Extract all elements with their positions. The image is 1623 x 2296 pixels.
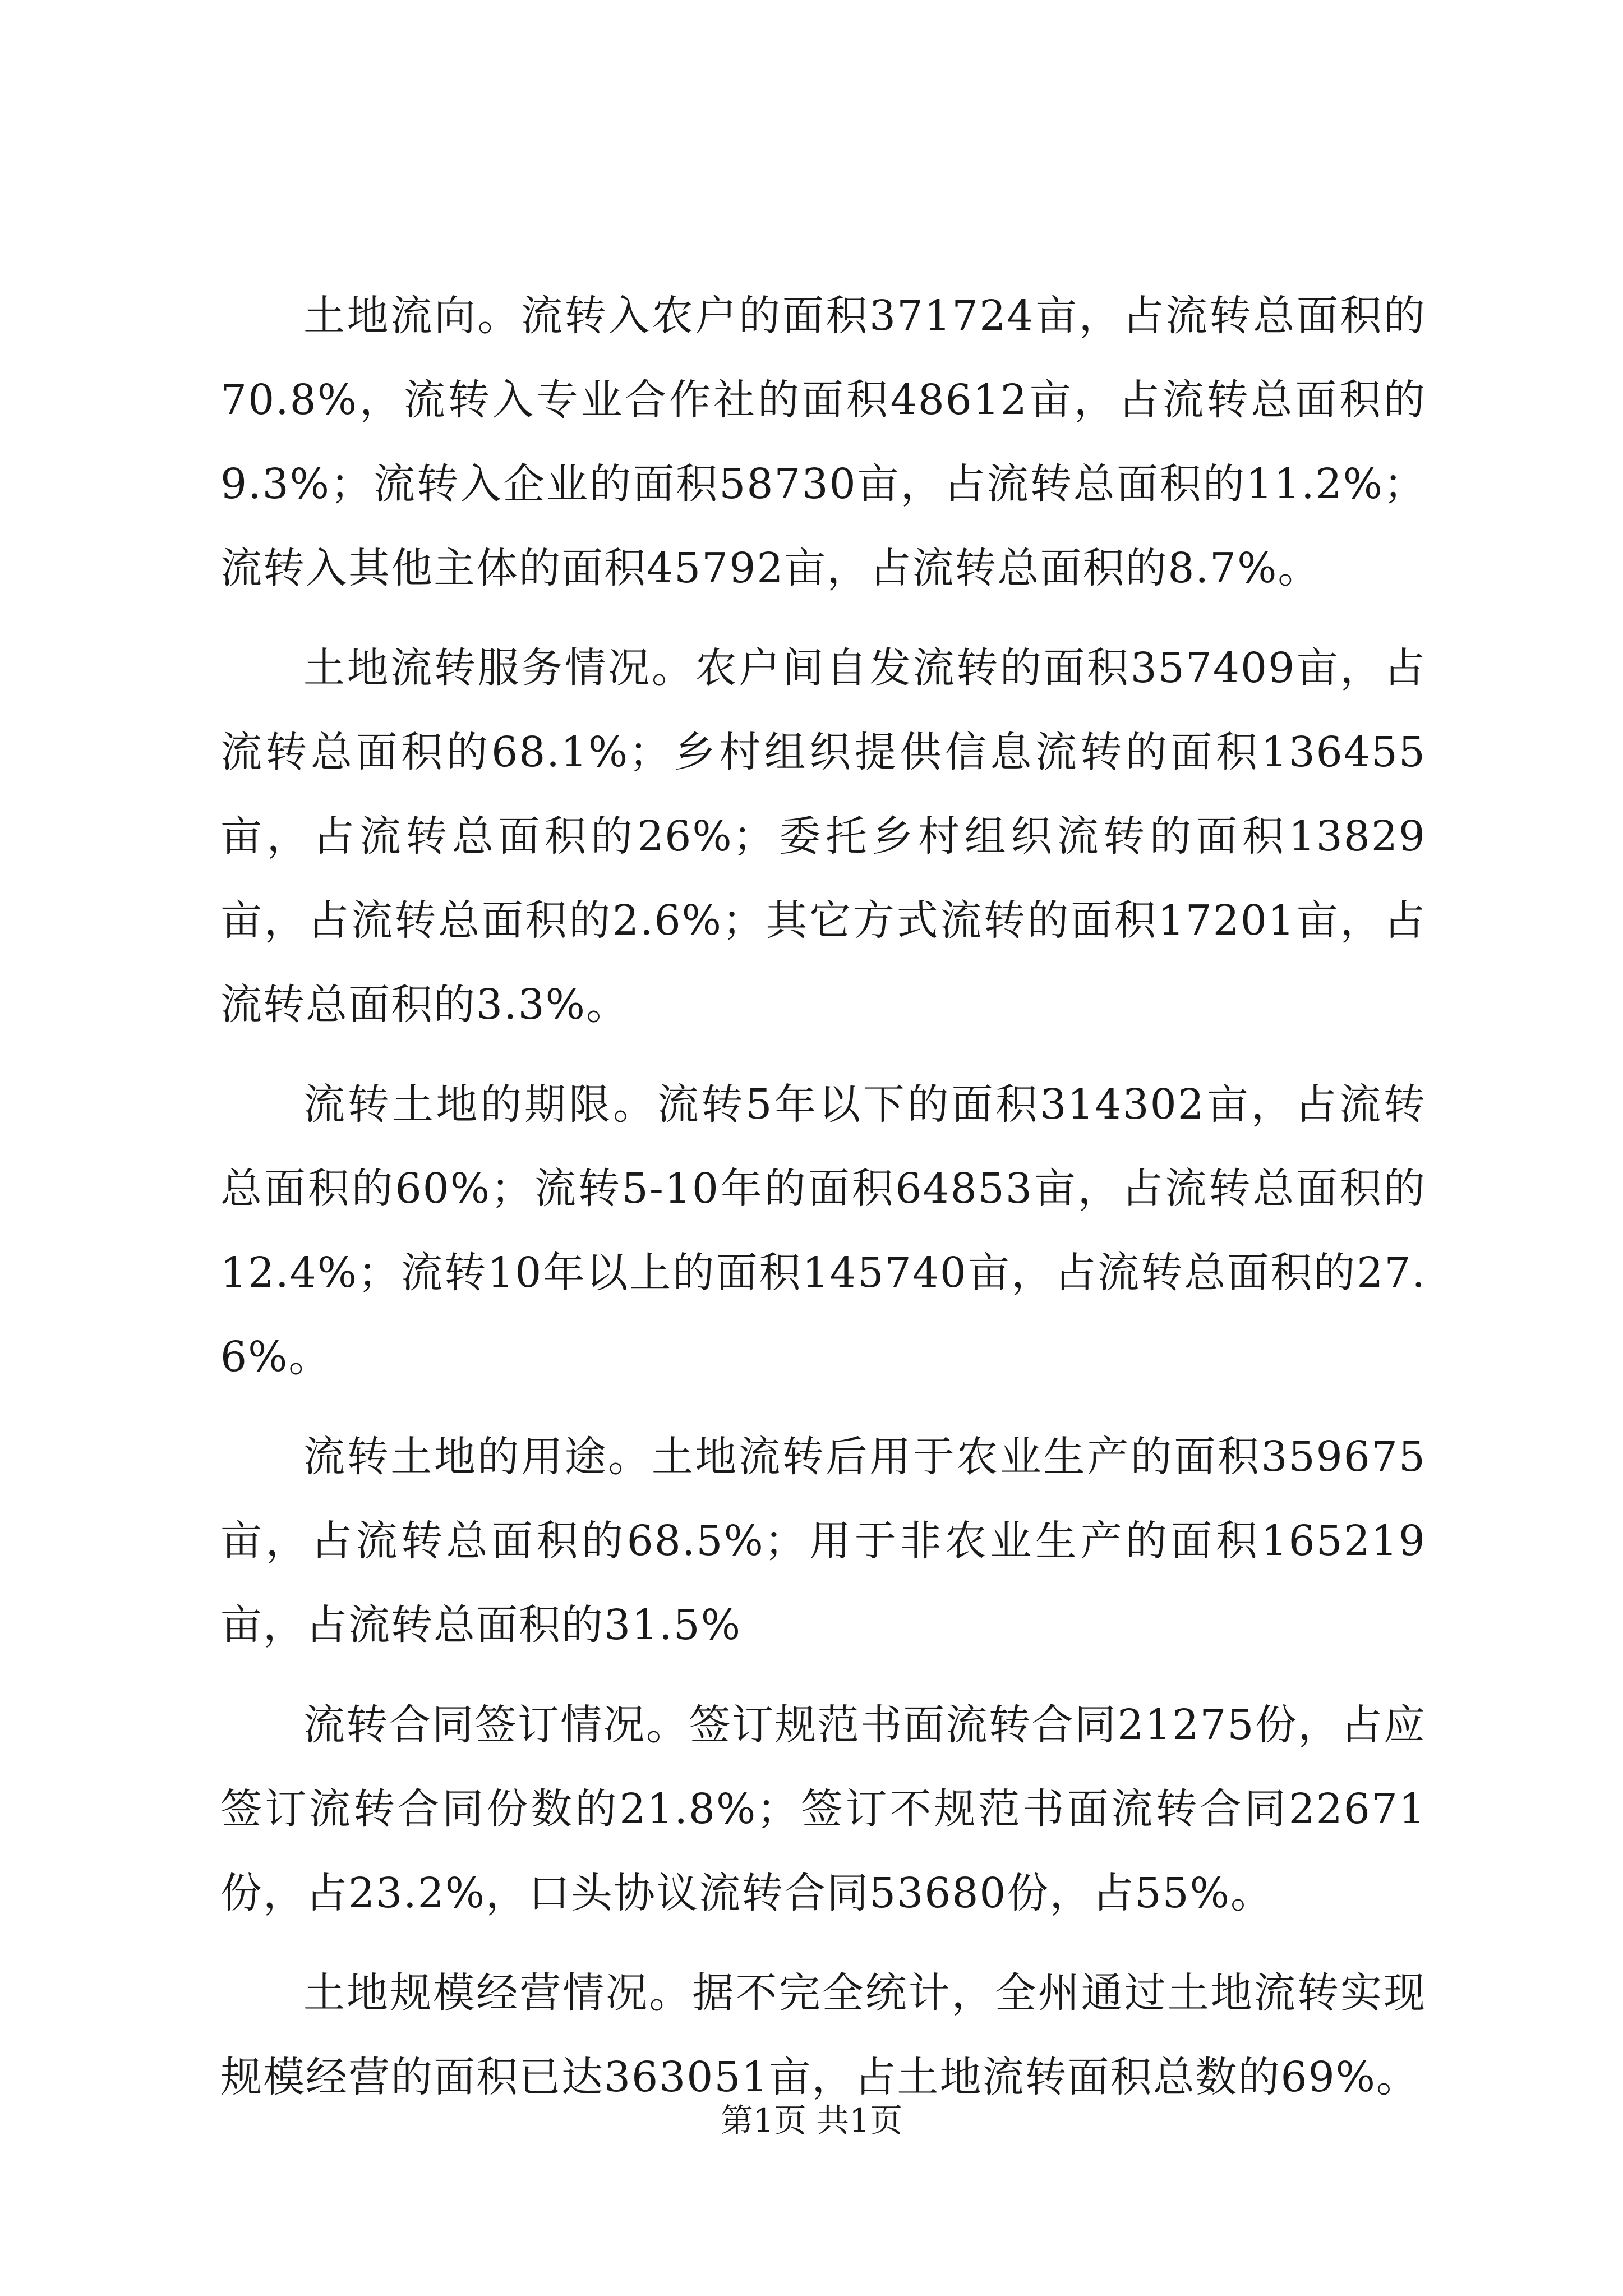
paragraph-transfer-services: 土地流转服务情况。农户间自发流转的面积357409亩，占流转总面积的68.1%；乡村组织提供信息流转的面积136455亩，占流转总面积的26%；委托乡村组织流转的面积13829亩，占流转总面积的2.6%；其它方式流转的面积17201亩，占流转总面积的3.3%。 bbox=[220, 644, 1426, 1029]
paragraph-contract-signing: 流转合同签订情况。签订规范书面流转合同21275份，占应签订流转合同份数的21.8%；签订不规范书面流转合同22671份，占23.2%，口头协议流转合同53680份，占55%。 bbox=[220, 1701, 1426, 1917]
paragraph-land-flow-direction: 土地流向。流转入农户的面积371724亩，占流转总面积的70.8%，流转入专业合作社的面积48612亩，占流转总面积的9.3%；流转入企业的面积58730亩，占流转总面积的11.2%；流转入其他主体的面积45792亩，占流转总面积的8.7%。 bbox=[220, 292, 1426, 592]
paragraph-scale-operation: 土地规模经营情况。据不完全统计，全州通过土地流转实现规模经营的面积已达363051亩，占土地流转面积总数的69%。 bbox=[220, 1969, 1426, 2101]
paragraph-transfer-term: 流转土地的期限。流转5年以下的面积314302亩，占流转总面积的60%；流转5-10年的面积64853亩，占流转总面积的12.4%；流转10年以上的面积145740亩，占流转总面积的27.6%。 bbox=[220, 1080, 1426, 1381]
paragraph-land-use: 流转土地的用途。土地流转后用于农业生产的面积359675亩，占流转总面积的68.5%；用于非农业生产的面积165219亩，占流转总面积的31.5% bbox=[220, 1433, 1426, 1649]
document-body bbox=[220, 274, 1426, 2135]
page-footer: 第1页 共1页 bbox=[720, 2101, 903, 2139]
